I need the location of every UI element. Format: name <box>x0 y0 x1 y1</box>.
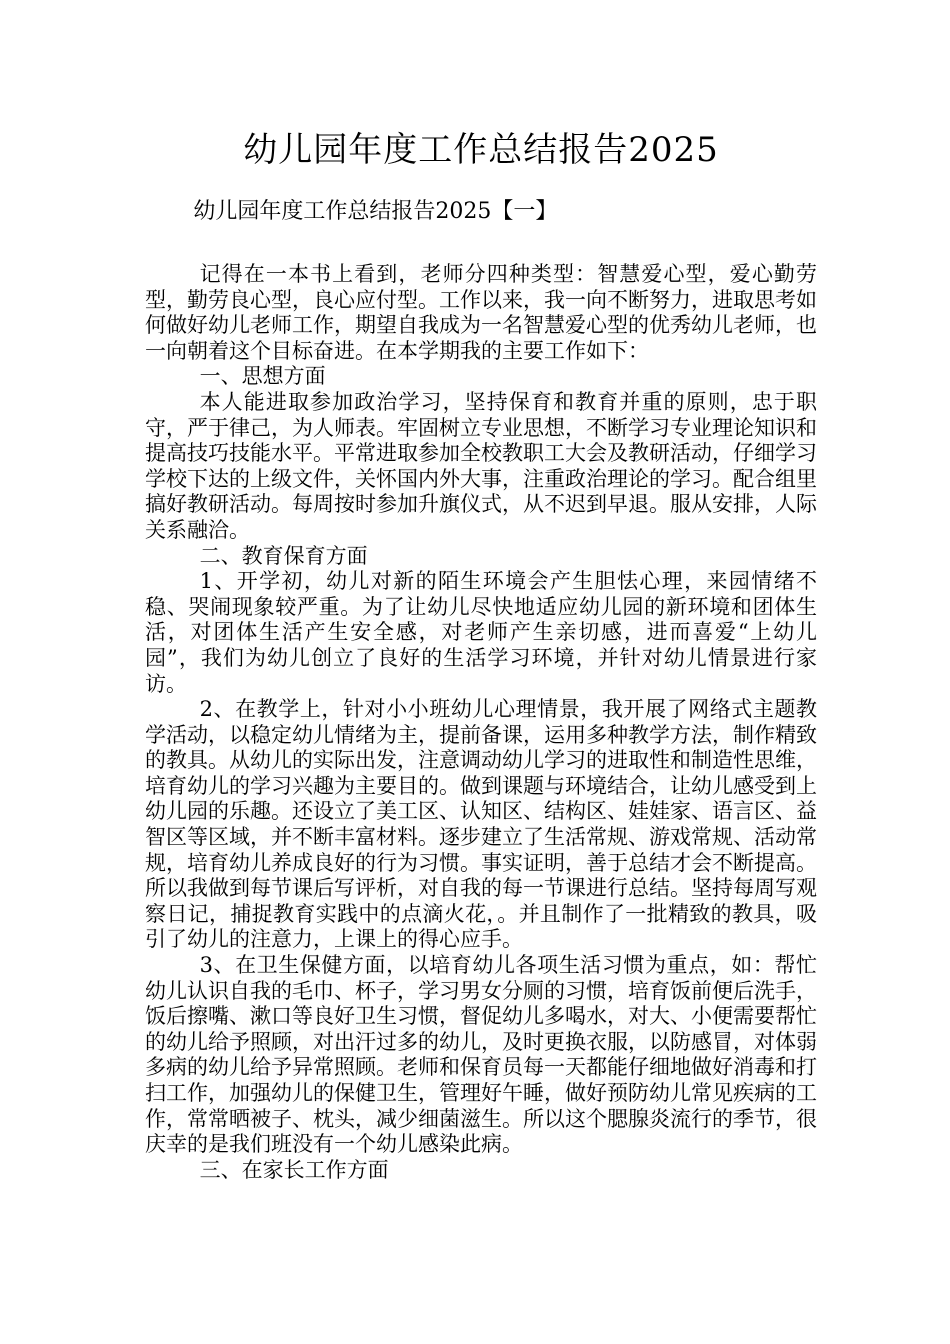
section-heading-parents: 三、在家长工作方面 <box>199 1157 389 1182</box>
section-body-thought: 本人能进取参加政治学习，坚持保育和教育并重的原则，忠于职守，严于律己，为人师表。牢固树立专业思想，不断学习专业理论知识和提高技巧技能水平。平常进取参加全校教职工大会及教研活动，仔细学习学校下达的上级文件，关怀国内外大事，注重政治理论的学习。配合组里搞好教研活动。每周按时参加升旗仪式，从不迟到早退。服从安排，人际关系融洽。 <box>145 389 817 542</box>
education-item-2: 2、在教学上，针对小小班幼儿心理情景，我开展了网络式主题教学活动，以稳定幼儿情绪为主，提前备课，运用多种教学方法，制作精致的教具。从幼儿的实际出发，注意调动幼儿学习的进取性和制造性思维，培育幼儿的学习兴趣为主要目的。做到课题与环境结合，让幼儿感受到上幼儿园的乐趣。还设立了美工区、认知区、结构区、娃娃家、语言区、益智区等区域，并不断丰富材料。逐步建立了生活常规、游戏常规、活动常规，培育幼儿养成良好的行为习惯。事实证明，善于总结才会不断提高。所以我做到每节课后写评析，对自我的每一节课进行总结。坚持每周写观察日记，捕捉教育实践中的点滴火花，。并且制作了一批精致的教具，吸引了幼儿的注意力，上课上的得心应手。 <box>145 697 817 952</box>
section-heading-thought: 一、思想方面 <box>199 364 326 389</box>
education-item-3: 3、在卫生保健方面，以培育幼儿各项生活习惯为重点，如：帮忙幼儿认识自我的毛巾、杯子，学习男女分厕的习惯，培育饭前便后洗手，饭后擦嘴、漱口等良好卫生习惯，督促幼儿多喝水，对大、小便需要帮忙的幼儿给予照顾，对出汗过多的幼儿，及时更换衣服，以防感冒，对体弱多病的幼儿给予异常照顾。老师和保育员每一天都能仔细地做好消毒和打扫工作，加强幼儿的保健卫生，管理好午睡，做好预防幼儿常见疾病的工作，常常晒被子、枕头，减少细菌滋生。所以这个腮腺炎流行的季节，很庆幸的是我们班没有一个幼儿感染此病。 <box>145 953 817 1157</box>
intro-paragraph: 记得在一本书上看到，老师分四种类型：智慧爱心型，爱心勤劳型，勤劳良心型，良心应付型。工作以来，我一向不断努力，进取思考如何做好幼儿老师工作，期望自我成为一名智慧爱心型的优秀幼儿老师，也一向朝着这个目标奋进。在本学期我的主要工作如下： <box>145 262 817 363</box>
document-page <box>145 128 817 1183</box>
education-item-1: 1、开学初，幼儿对新的陌生环境会产生胆怯心理，来园情绪不稳、哭闹现象较严重。为了让幼儿尽快地适应幼儿园的新环境和团体生活，对团体生活产生安全感，对老师产生亲切感，进而喜爱“上幼儿园”，我们为幼儿创立了良好的生活学习环境，并针对幼儿情景进行家访。 <box>145 569 817 696</box>
section-heading-education: 二、教育保育方面 <box>199 543 368 568</box>
document-title: 幼儿园年度工作总结报告2025 <box>243 130 719 170</box>
document-subtitle: 幼儿园年度工作总结报告2025【一】 <box>193 199 558 224</box>
